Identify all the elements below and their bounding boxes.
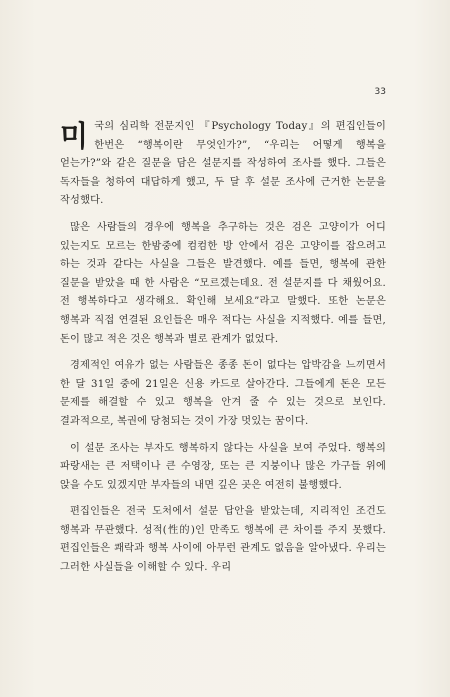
paragraph-1-text: 국의 심리학 전문지인 『Psychology Today』의 편집인들이 한번은 “행복이란 무엇인가?”, “우리는 어떻게 행복을 얻는가?”와 같은 질문을 담은 설문지를 작성하여 조사를 했다. 그들은 독자들을 청하여 대답하게 했고, 두 달 후 설문 조사에 근거한 논문을 작성했다. <box>60 121 386 207</box>
page-number: 33 <box>374 87 386 97</box>
paragraph-5: 편집인들은 전국 도처에서 설문 답안을 받았는데, 지리적인 조건도 행복과 무관했다. 성적(性的)인 만족도 행복에 큰 차이를 주지 못했다. 편집인들은 쾌락과 행복 사이에 아무런 관계도 없음을 알아냈다. 우리는 그러한 사실들을 이해할 수 있다. 우리 <box>60 506 386 574</box>
paragraph-3: 경제적인 여유가 없는 사람들은 종종 돈이 없다는 압박감을 느끼면서 한 달 31일 중에 21일은 신용 카드로 살아간다. 그들에게 돈은 모든 문제를 해결할 수 있고 행복을 안겨 줄 수 있는 것으로 보인다. 결과적으로, 복권에 당첨되는 것이 가장 멋있는 꿈이다. <box>60 360 386 427</box>
body-text <box>60 118 386 586</box>
paragraph-4: 이 설문 조사는 부자도 행복하지 않다는 사실을 보여 주었다. 행복의 파랑새는 큰 저택이나 큰 수영장, 또는 큰 지붕이나 많은 가구들 위에 앉을 수도 있겠지만 부자들의 내면 깊은 곳은 여전히 불행했다. <box>60 442 386 491</box>
paragraph-1 <box>60 118 386 211</box>
drop-cap: 미 <box>60 119 89 153</box>
paragraph-2: 많은 사람들의 경우에 행복을 추구하는 것은 검은 고양이가 어디 있는지도 모르는 한밤중에 컴컴한 방 안에서 검은 고양이를 잡으려고 하는 것과 같다는 사실을 그들은 발견했다. 예를 들면, 행복에 관한 질문을 받았을 때 한 사람은 “모르겠는데요. 전 설문지를 다 채웠어요. 전 행복하다고 생각해요. 확인해 보세요”라고 말했다. 또한 논문은 행복과 직접 연결된 요인들은 매우 적다는 사실을 지적했다. 예를 들면, 돈이 많고 적은 것은 행복과 별로 관계가 없었다. <box>60 221 386 345</box>
